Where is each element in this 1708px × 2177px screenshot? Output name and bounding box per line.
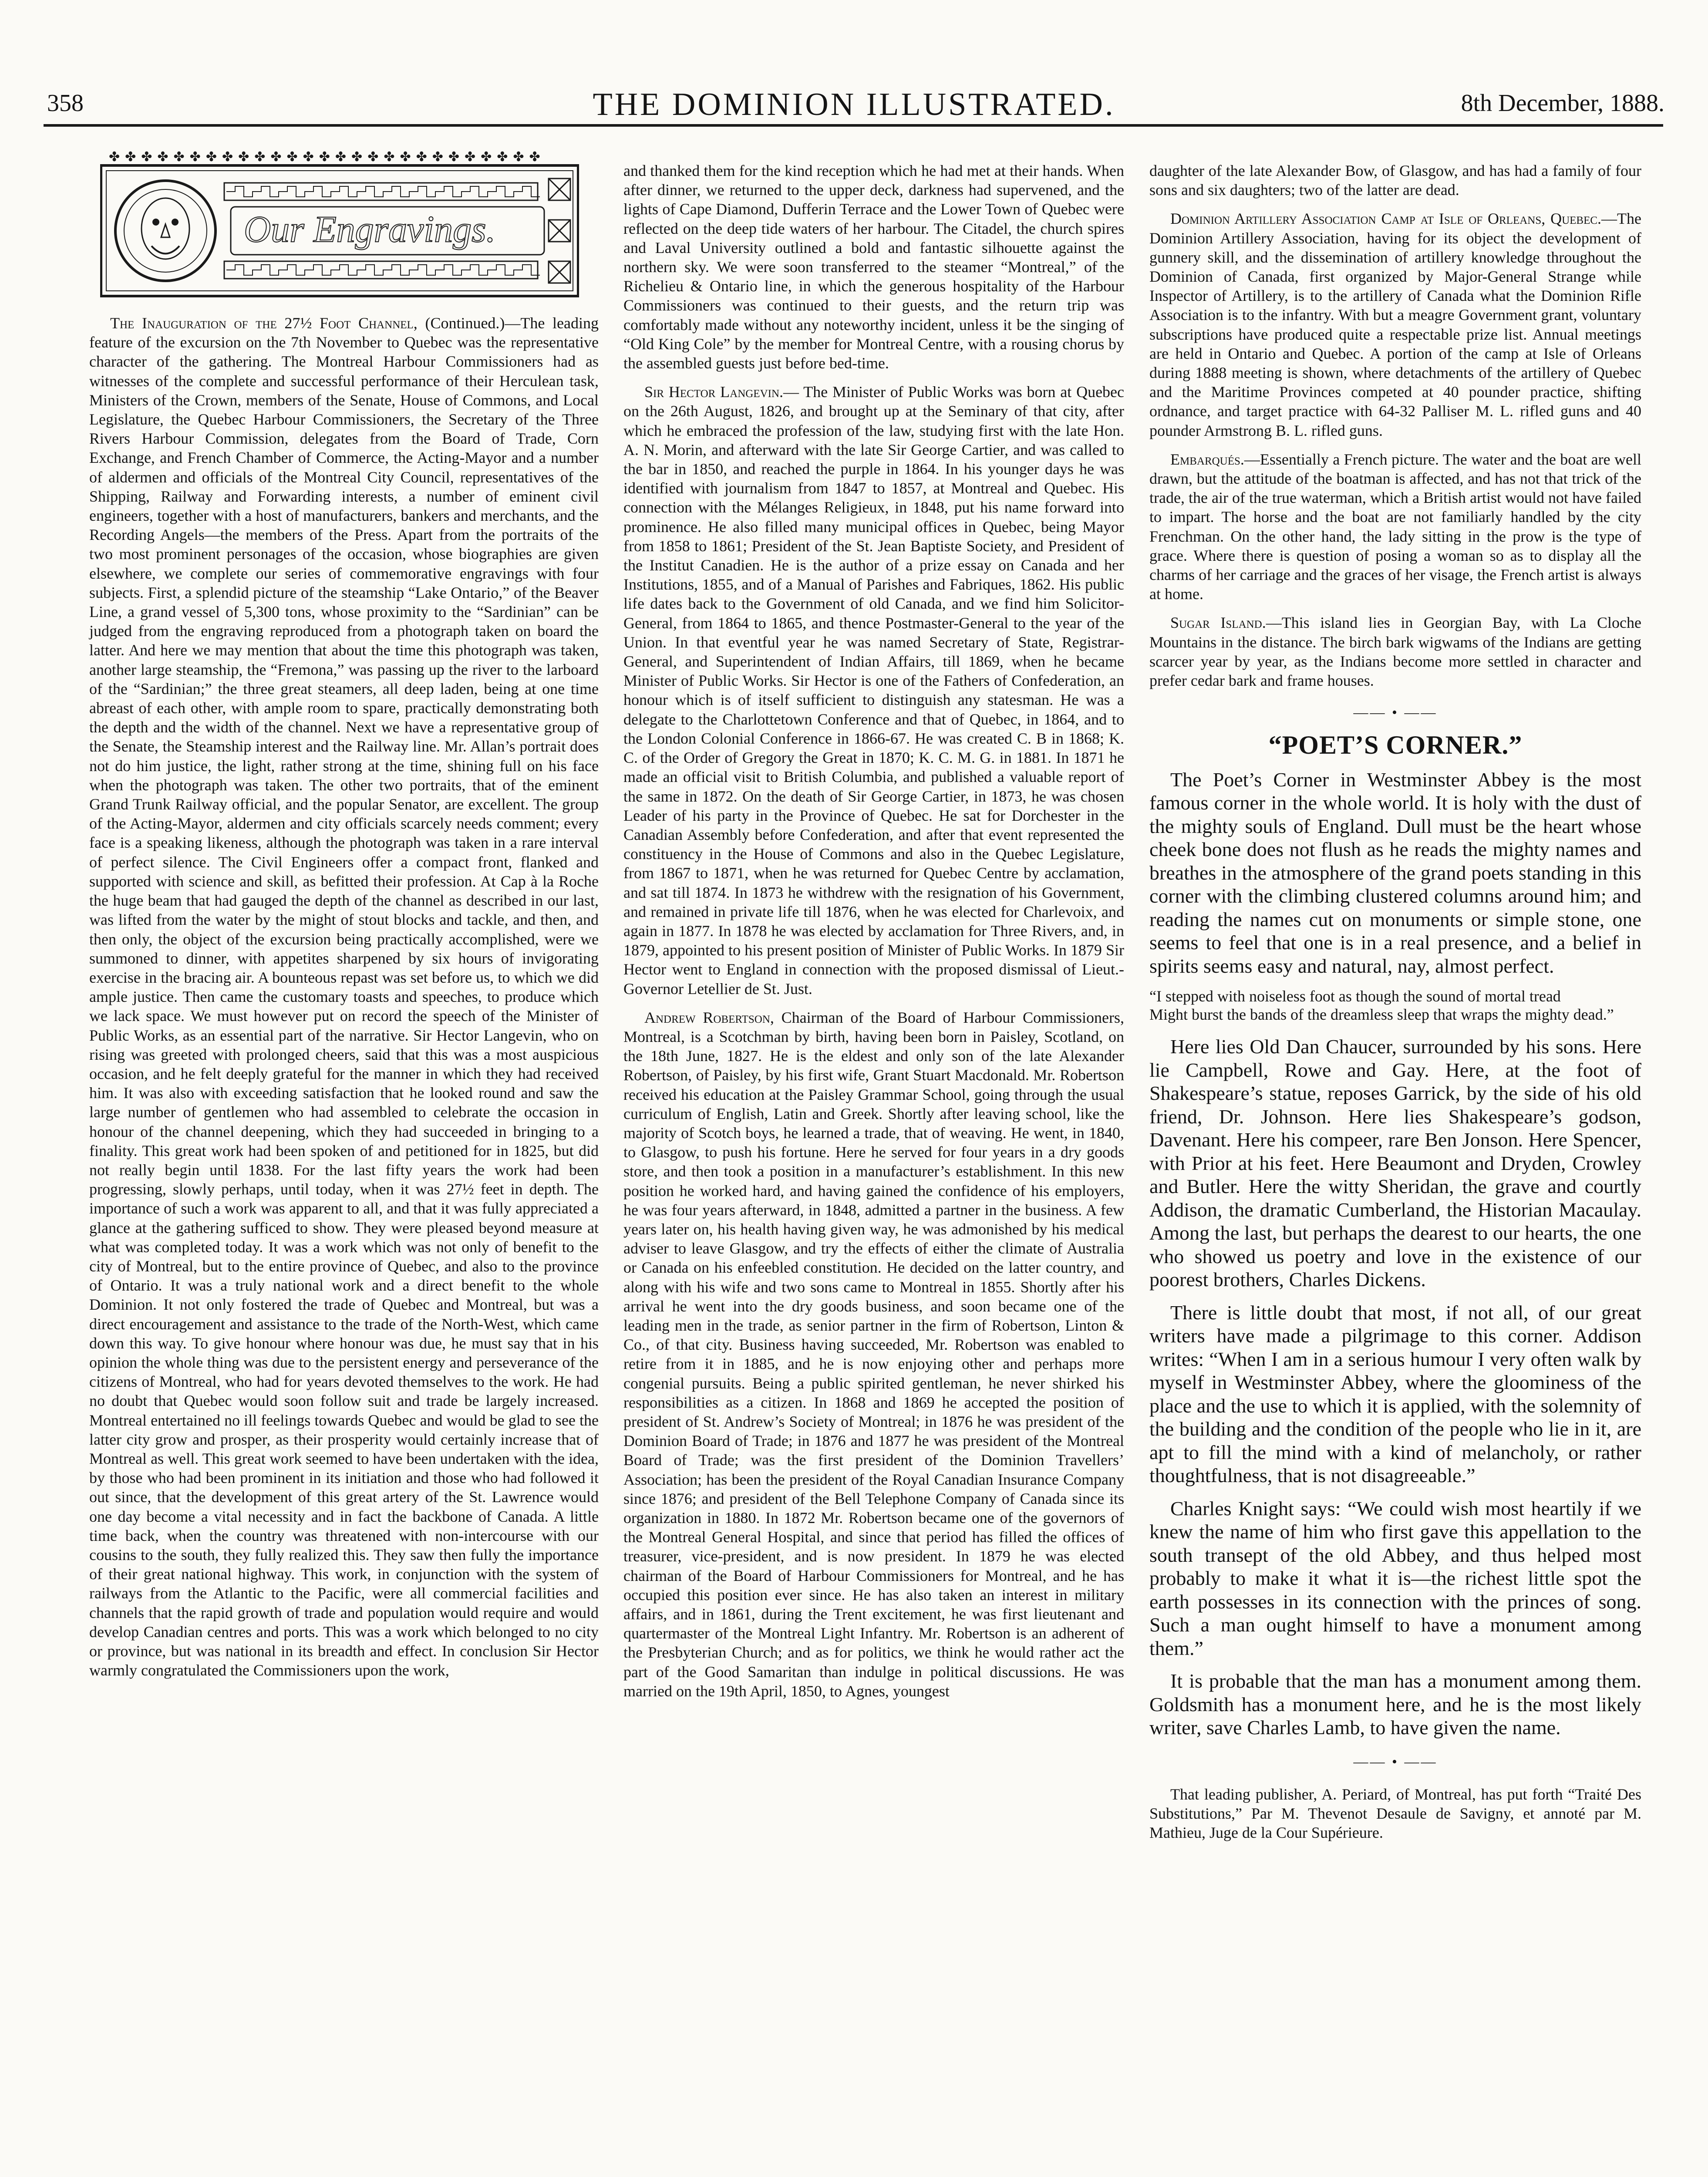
section-divider: —— • —— bbox=[1353, 704, 1438, 721]
poem-quote bbox=[1149, 987, 1641, 1024]
article-body: —This island lies in Georgian Bay, with La Cloche Mountains in the distance. The birch bark wigwams of the Indians are getting scarcer year by year, as the Indians become more settled in character and prefer cedar bark and frame houses. bbox=[1149, 614, 1641, 690]
article-heading: Dominion Artillery Association Camp at Isle of Orleans, Quebec. bbox=[1170, 210, 1602, 228]
article-body: —Essentially a French picture. The water and the boat are well drawn, but the attitude of the boatman is affected, and has not that trick of the trade, the air of the true waterman, which a British artist would not have failed to impart. The horse and the boat are not familiarly handled by the city Frenchman. On the other hand, the lady sitting in the prow is the type of grace. Where there is question of posing a woman so as to display all the charms of her carriage and the graces of her visage, the French artist is always at home. bbox=[1149, 450, 1641, 603]
column-2 bbox=[623, 161, 1124, 1710]
engravings-banner bbox=[100, 148, 579, 305]
poets-corner-body: There is little doubt that most, if not all, of our great writers have made a pilgrimage to this corner. Addison writes: “When I am in a serious humour I very often walk by myself in Westminster Abbey, where the gloominess of the place and the use to which it is applied, with the solemnity of the building and the condition of the people who lie in it, are apt to fill the mind with a kind of melancholy, or rather thoughtfulness, that is not disagreeable.” bbox=[1149, 1301, 1641, 1487]
svg-text:✤✤✤✤✤✤✤✤✤✤✤✤✤✤✤✤✤✤✤✤✤✤✤✤✤✤✤: ✤✤✤✤✤✤✤✤✤✤✤✤✤✤✤✤✤✤✤✤✤✤✤✤✤✤✤ bbox=[109, 149, 546, 165]
article-heading: Embarqués. bbox=[1170, 450, 1244, 468]
article-body: — The Minister of Public Works was born at Quebec on the 26th August, 1826, and brought up at the Seminary of that city, after which he embraced the profession of the law, studying first with the late Hon. A. N. Morin, and afterward with the late Sir George Cartier, and was called to the bar in 1850, and reached the purple in 1864. In his younger days he was identified with journalism from 1847 to 1857, at Montreal and Quebec. His connection with the Mélanges Religieux, in 1848, put his name forward into prominence. He also filled many municipal offices in Quebec, being Mayor from 1858 to 1861; President of the St. Jean Baptiste Society, and President of the Institut Canadien. He is the author of a prize essay on Canada and her Institutions, 1855, and of a Manual of Parishes and Fabriques, 1862. His public life dates back to the Government of old Canada, and we find him Solicitor-General, from 1864 to 1865, and thence Postmaster-General to the year of the Union. In that eventful year he was named Secretary of State, Registrar-General, and Superintendent of Indian Affairs, till 1869, when he became Minister of Public Works. Sir Hector is one of the Fathers of Confederation, an honour which is of itself sufficient to distinguish any statesman. He was a delegate to the Charlottetown Conference and that of Quebec, in 1864, and to the London Colonial Conference in 1866-67. He was created C. B in 1868; K. C. of the Order of Gregory the Great in 1870; K. C. M. G. in 1881. In 1871 he made an official visit to British Columbia, and published a valuable report of the same in 1872. On the death of Sir George Cartier, in 1873, he was chosen Leader of his party in the Province of Quebec. He sat for Dorchester in the Canadian Assembly before Confederation, and after that event represented the constituency in the House of Commons and also in the Quebec Legislature, from 1867 to 1871, when he was returned for Quebec Centre by acclamation, and sat till 1874. In 1873 he withdrew with the resignation of his Government, and remained in private life till 1876, when he was elected for Charlevoix, and again in 1877. In 1878 he was elected by acclamation for Three Rivers, and, in 1879, appointed to his present position of Minister of Public Works. In 1879 Sir Hector went to England in connection with the proposed dismissal of Lieut.-Governor Letellier de St. Just. bbox=[623, 383, 1125, 998]
face-medallion-icon bbox=[115, 181, 216, 281]
poem-line: Might burst the bands of the dreamless sleep that wraps the mighty dead.” bbox=[1149, 1006, 1614, 1024]
article-heading: Andrew Robertson, bbox=[644, 1008, 774, 1026]
section-divider: —— • —— bbox=[1353, 1753, 1438, 1770]
poets-corner-body: Charles Knight says: “We could wish most heartily if we knew the name of him who first gave this appellation to the south transept of the old Abbey, and thus helped most probably to make it what it is—the richest little spot the earth possesses in its connection with the princes of song. Such a man ought himself to have a monument among them.” bbox=[1149, 1497, 1641, 1659]
issue-date: 8th December, 1888. bbox=[1461, 90, 1664, 117]
poets-corner-body: It is probable that the man has a monument among them. Goldsmith has a monument here, and he is the most likely writer, save Charles Lamb, to have given the name. bbox=[1149, 1670, 1641, 1739]
banner-title: Our Engravings. bbox=[244, 208, 496, 250]
publication-note: That leading publisher, A. Periard, of Montreal, has put forth “Traité Des Substitutions,” Par M. Thevenot Desaule de Savigny, et annoté par M. Mathieu, Juge de la Cour Supérieure. bbox=[1149, 1785, 1641, 1842]
article-body: daughter of the late Alexander Bow, of Glasgow, and has had a family of four sons and six daughters; two of the latter are dead. bbox=[1149, 162, 1641, 199]
page-number: 358 bbox=[47, 90, 84, 117]
poem-line: “I stepped with noiseless foot as though the sound of mortal tread bbox=[1149, 987, 1561, 1005]
publication-title: THE DOMINION ILLUSTRATED. bbox=[593, 87, 1115, 122]
section-title: “POET’S CORNER.” bbox=[1268, 731, 1523, 760]
poets-corner-body: The Poet’s Corner in Westminster Abbey is the most famous corner in the whole world. It is holy with the dust of the mighty souls of England. Dull must be the heart whose cheek bone does not flush as he reads the mighty names and breathes in the atmosphere of the grand poets standing in this corner with the climbing clustered columns around him; and reading the names cut on monuments or simple stone, one seems to feel that one is in a real presence, and a belief in spirits seems easy and natural, nay, almost perfect. bbox=[1149, 768, 1641, 977]
article-body: Chairman of the Board of Harbour Commissioners, Montreal, is a Scotchman by birth, having been born in Paisley, Scotland, on the 18th June, 1827. He is the eldest and only son of the late Alexander Robertson, of Paisley, by his first wife, Grant Stuart Macdonald. Mr. Robertson received his education at the Paisley Grammar School, going through the usual curriculum of English, Latin and Greek. Shortly after leaving school, like the majority of Scotch boys, he learned a trade, that of weaving. He went, in 1840, to Glasgow, to push his fortune. Here he served for four years in a dry goods store, and then took a position in a manufacturer’s establishment. In this new position he worked hard, and having gained the confidence of his employers, he was four years afterward, in 1848, admitted a partner in the business. A few years later on, his health having given way, he was admonished by his medical adviser to leave Glasgow, and try the effects of either the climate of Australia or Canada on his enfeebled constitution. He decided on the latter country, and along with his wife and two sons came to Montreal in 1855. Shortly after his arrival he went into the dry goods business, and soon became one of the leading men in the trade, as senior partner in the firm of Robertson, Linton & Co., of that city. Business having succeeded, Mr. Robertson was enabled to retire from it in 1885, and he is now enjoying other and perhaps more congenial pursuits. Being a public spirited gentleman, he never shirked his responsibilities as a citizen. In 1868 and 1869 he accepted the position of president of St. Andrew’s Society of Montreal; in 1876 he was president of the Dominion Board of Trade; in 1876 and 1877 he was president of the Montreal Board of Trade; was the first president of the Dominion Travellers’ Association; has been the president of the Royal Canadian Insurance Company since 1876; and president of the Bell Telephone Company of Canada since its organization in 1880. In 1872 Mr. Robertson became one of the governors of the Montreal General Hospital, and since that period has filled the offices of treasurer, vice-president, and is now president. In 1879 he was elected chairman of the Board of Harbour Commissioners for Montreal, and he has occupied this position ever since. He has also taken an interest in military affairs, and in 1861, during the Trent excitement, he was first lieutenant and quartermaster of the Montreal Light Infantry. Mr. Robertson is an adherent of the Presbyterian Church; and as for politics, we think he would rather act the part of the Good Samaritan than indulge in political discussions. He was married on the 19th April, 1850, to Agnes, youngest bbox=[623, 1008, 1124, 1700]
article-heading: Sir Hector Langevin. bbox=[644, 383, 784, 401]
column-1 bbox=[89, 313, 599, 1689]
article-body: and thanked them for the kind reception which he had met at their hands. When after dinner, we returned to the upper deck, darkness had supervened, and the lights of Cape Diamond, Dufferin Terrace and the Lower Town of Quebec were reflected on the deep tide waters of her harbour. The Citadel, the church spires and Laval University outlined a bold and fantastic silhouette against the northern sky. We were soon transferred to the steamer “Montreal,” of the Richelieu & Ontario line, in which the generous hospitality of the Harbour Commissioners was continued to their guests, and the return trip was comfortably made without any noteworthy incident, unless it be the singing of “Old King Cole” by the member for Montreal Centre, with a rousing chorus by the assembled guests just before bed-time. bbox=[623, 162, 1124, 372]
poets-corner-body: Here lies Old Dan Chaucer, surrounded by his sons. Here lie Campbell, Rowe and Gay. Here, at the foot of Shakespeare’s statue, reposes Garrick, by the side of his old friend, Dr. Johnson. Here lies Shakespeare’s godson, Davenant. Here his compeer, rare Ben Jonson. Here Spencer, with Prior at his feet. Here Beaumont and Dryden, Crowley and Butler. Here the witty Sheridan, the grave and courtly Addison, the dramatic Cumberland, the Historian Macaulay. Among the last, but perhaps the dearest to our hearts, the one who showed us poetry and love in the existence of our poorest brothers, Charles Dickens. bbox=[1149, 1035, 1641, 1291]
header-rule bbox=[44, 124, 1663, 127]
article-body: (Continued.)—The leading feature of the excursion on the 7th November to Quebec was the representative character of the gathering. The Montreal Harbour Commissioners had as witnesses of the complete and successful performance of their Herculean task, Ministers of the Crown, members of the Senate, House of Commons, and Local Legislature, the Quebec Harbour Commissioners, the Secretary of the Three Rivers Harbour Commission, delegates from the Board of Trade, Corn Exchange, and French Chamber of Commerce, the Acting-Mayor and a number of aldermen and officials of the Montreal City Council, representatives of the Shipping, Railway and Forwarding interests, a number of eminent civil engineers, together with a host of manufacturers, bankers and merchants, and the Recording Angels—the members of the Press. Apart from the portraits of the two most prominent personages of the occasion, whose biographies are given elsewhere, we complete our series of commemorative engravings with four subjects. First, a splendid picture of the steamship “Lake Ontario,” of the Beaver Line, a grand vessel of 5,300 tons, whose proximity to the “Sardinian” can be judged from the engraving reproduced from a photograph taken on board the latter. And here we may mention that about the time this photograph was taken, another large steamship, the “Fremona,” was passing up the river to the larboard of the “Sardinian;” the three great steamers, all deep laden, being at one time abreast of each other, with ample room to spare, practically demonstrating both the depth and the width of the channel. Next we have a representative group of the Senate, the Steamship interest and the Railway line. Mr. Allan’s portrait does not do him justice, the light, rather strong at the time, shining full on his face when the photograph was taken. The other two portraits, that of the eminent Grand Trunk Railway official, and the popular Senator, are excellent. The group of the Acting-Mayor, aldermen and city officials scarcely needs comment; every face is a speaking likeness, although the photograph was taken in a rare interval of perfect silence. The Civil Engineers offer a compact front, flanked and supported with science and skill, as befitted their profession. At Cap à la Roche the huge beam that had gauged the depth of the channel as described in our last, was lifted from the water by the might of stout blocks and tackle, and then, and then only, the object of the excursion being practically accomplished, were we summoned to dinner, with appetites sharpened by six hours of invigorating exercise in the bracing air. A bounteous repast was set before us, to which we did ample justice. Then came the customary toasts and speeches, to produce which we lack space. We must however put on record the speech of the Minister of Public Works, as an essential part of the narrative. Sir Hector Langevin, who on rising was greeted with prolonged cheers, said that this was a most auspicious occasion, and he felt deeply grateful for the manner in which they had received him. It was also with exceeding satisfaction that he looked round and saw the large number of gentlemen who had assembled to celebrate the occasion in honour of the channel deepening, which they had succeeded in bringing to a finality. This great work had been spoken of and petitioned for in 1825, but did not really begin until 1838. For the last fifty years the work had been progressing, slowly perhaps, until today, when it was 27½ feet in depth. The importance of such a work was apparent to all, and that it was fully appreciated a glance at the gathering sufficed to show. They were pleased beyond measure at what was completed today. It was a work which was not only of benefit to the city of Montreal, but to the entire province of Quebec, and also to the province of Ontario. It was a truly national work and a direct benefit to the whole Dominion. It not only fostered the trade of Quebec and Montreal, but was a direct encouragement and assistance to the trade of the North-West, which came down this way. To give honour where honour was due, he must say that in his opinion the whole thing was due to the persistent energy and perseverance of the citizens of Montreal, who had for years devoted themselves to the work. He had no doubt that Quebec would soon follow suit and trade be largely increased. Montreal entertained no ill feelings towards Quebec and would be glad to see the latter city grow and prosper, as their prosperity would certainly increase that of Montreal as well. This great work seemed to have been undertaken with the idea, by those who had been prominent in its initiation and those who had followed it out since, that the development of this great artery of the St. Lawrence would one day become a vital necessity and in fact the backbone of Canada. A little time back, when the country was threatened with non-intercourse with our cousins to the south, they fully realized this. They saw then fully the importance of their great national highway. This work, in conjunction with the system of railways from the Atlantic to the Pacific, were all commercial facilities and channels that the rapid growth of trade and population would require and would develop Canadian centres and ports. This was a work which belonged to no city or province, but was national in its breadth and effect. In conclusion Sir Hector warmly congratulated the Commissioners upon the work, bbox=[89, 314, 599, 1679]
article-body: —The Dominion Artillery Association, having for its object the development of gunnery skill, and the dissemination of artillery knowledge throughout the Dominion of Canada, first organized by Major-General Strange while Inspector of Artillery, is to the artillery of Canada what the Dominion Rifle Association is to the infantry. With but a meagre Government grant, voluntary subscriptions have produced quite a respectable prize list. Annual meetings are held in Ontario and Quebec. A portion of the camp at Isle of Orleans during 1888 meeting is shown, where detachments of the artillery of Quebec and the Maritime Provinces competed at 40 pounder practice, shifting ordnance, and target practice with 64-32 Palliser M. L. rifled guns and 40 pounder Armstrong B. L. rifled guns. bbox=[1149, 210, 1641, 439]
article-heading: The Inauguration of the 27½ Foot Channel, bbox=[110, 314, 418, 332]
column-3 bbox=[1149, 161, 1641, 1852]
article-heading: Sugar Island. bbox=[1170, 614, 1266, 632]
